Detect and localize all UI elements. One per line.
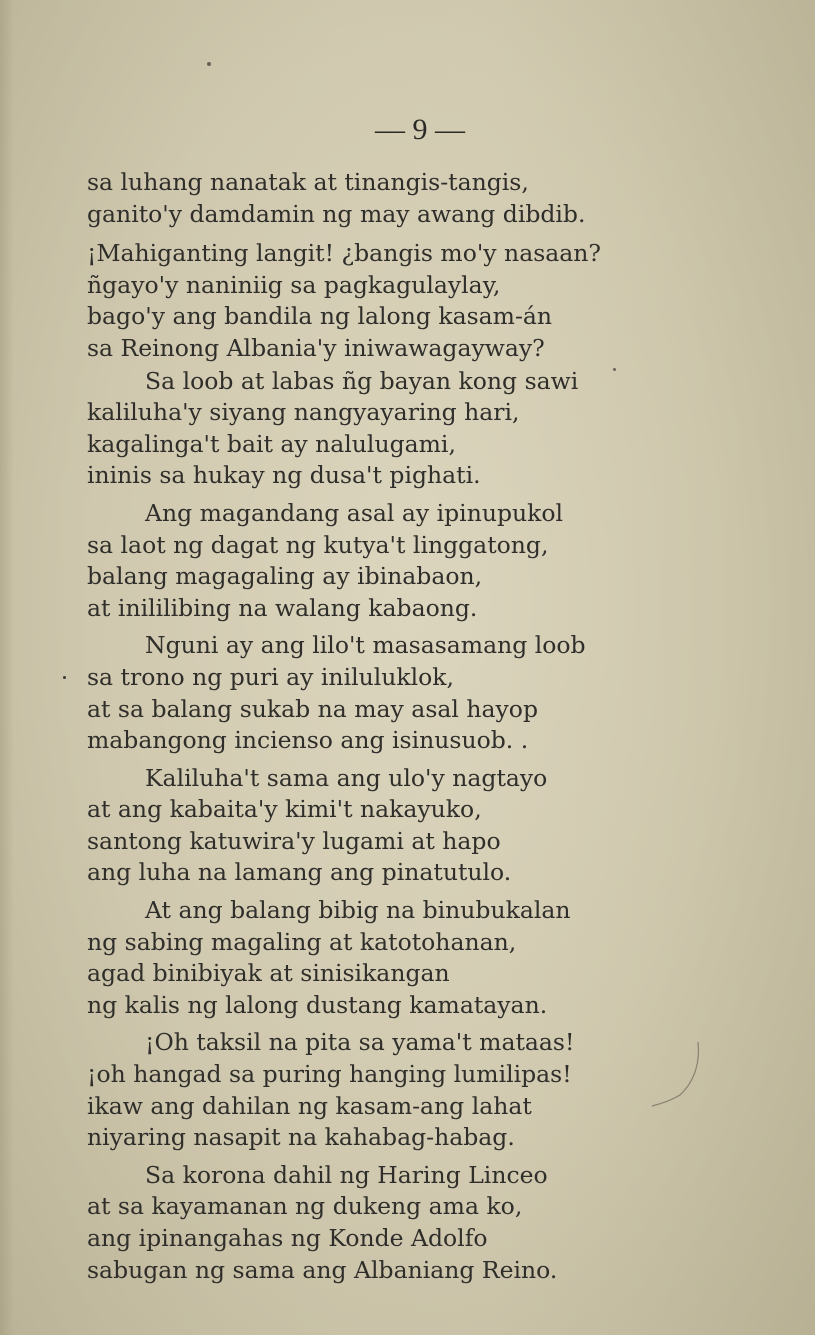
verse-line: Kaliluha't sama ang ulo'y nagtayo (145, 763, 548, 792)
verse-line: ikaw ang dahilan ng kasam-ang lahat (87, 1091, 532, 1120)
verse-line: kagalinga't bait ay nalulugami, (87, 429, 456, 458)
verse-line: Sa loob at labas ñg bayan kong sawi (145, 366, 579, 395)
stanza-7 (87, 895, 727, 1021)
poem-text (87, 167, 727, 1287)
verse-line: sabugan ng sama ang Albaniang Reino. (87, 1255, 558, 1284)
stanza-1 (87, 167, 727, 230)
verse-line: ininis sa hukay ng dusa't pighati. (87, 461, 481, 490)
verse-line: ganito'y damdamin ng may awang dibdib. (87, 199, 586, 228)
verse-line: ng kalis ng lalong dustang kamatayan. (87, 990, 548, 1019)
ink-speck (207, 62, 211, 66)
verse-line: ¡Mahiganting langit! ¿bangis mo'y nasaan? (87, 239, 602, 268)
verse-line: Ang magandang asal ay ipinupukol (145, 498, 564, 527)
verse-line: balang magagaling ay ibinabaon, (87, 562, 483, 591)
verse-line (87, 662, 727, 694)
verse-line: at inililibing na walang kabaong. (87, 593, 478, 622)
verse-line: Sa korona dahil ng Haring Linceo (145, 1160, 548, 1189)
verse-line: ñgayo'y naniniig sa pagkagulaylay, (87, 270, 501, 299)
stray-dot (63, 676, 66, 679)
verse-line: sa laot ng dagat ng kutya't linggatong, (87, 530, 549, 559)
stanza-8 (87, 1027, 727, 1153)
verse-line: At ang balang bibig na binubukalan (145, 896, 571, 925)
verse-line: at sa kayamanan ng dukeng ama ko, (87, 1192, 523, 1221)
verse-line: kaliluha'y siyang nangyayaring hari, (87, 398, 520, 427)
verse-line: at sa balang sukab na may asal hayop (87, 694, 538, 723)
verse-line: niyaring nasapit na kahabag-habag. (87, 1123, 515, 1152)
verse-line: ang ipinangahas ng Konde Adolfo (87, 1224, 488, 1252)
stanza-3 (87, 366, 727, 492)
page-number: — 9 — (375, 113, 465, 146)
verse-line: sa Reinong Albania'y iniwawagayway? (87, 333, 545, 362)
stanza-9 (87, 1160, 727, 1286)
verse-line: mabangong incienso ang isinusuob. . (87, 726, 529, 755)
verse-line: ¡oh hangad sa puring hanging lumilipas! (87, 1060, 572, 1089)
pencil-mark (650, 1040, 710, 1110)
stanza-2 (87, 238, 727, 364)
verse-line: bago'y ang bandila ng lalong kasam-án (87, 302, 553, 331)
ink-speck (613, 368, 616, 371)
verse-line: ¡Oh taksil na pita sa yama't mataas! (145, 1028, 575, 1057)
verse-line: santong katuwira'y lugami at hapo (87, 826, 501, 855)
verse-line: at ang kabaita'y kimi't nakayuko, (87, 795, 482, 824)
verse-line: sa luhang nanatak at tinangis-tangis, (87, 168, 529, 196)
verse-line: Nguni ay ang lilo't masasamang loob (145, 631, 586, 660)
verse-line: ng sabing magaling at katotohanan, (87, 927, 517, 956)
verse-line: ang luha na lamang ang pinatutulo. (87, 858, 512, 887)
verse-line: agad binibiyak at sinisikangan (87, 959, 450, 988)
stanza-6 (87, 763, 727, 889)
stanza-4 (87, 498, 727, 624)
stanza-5 (87, 630, 727, 756)
verse-line-text: sa trono ng puri ay iniluluklok, (87, 662, 455, 691)
